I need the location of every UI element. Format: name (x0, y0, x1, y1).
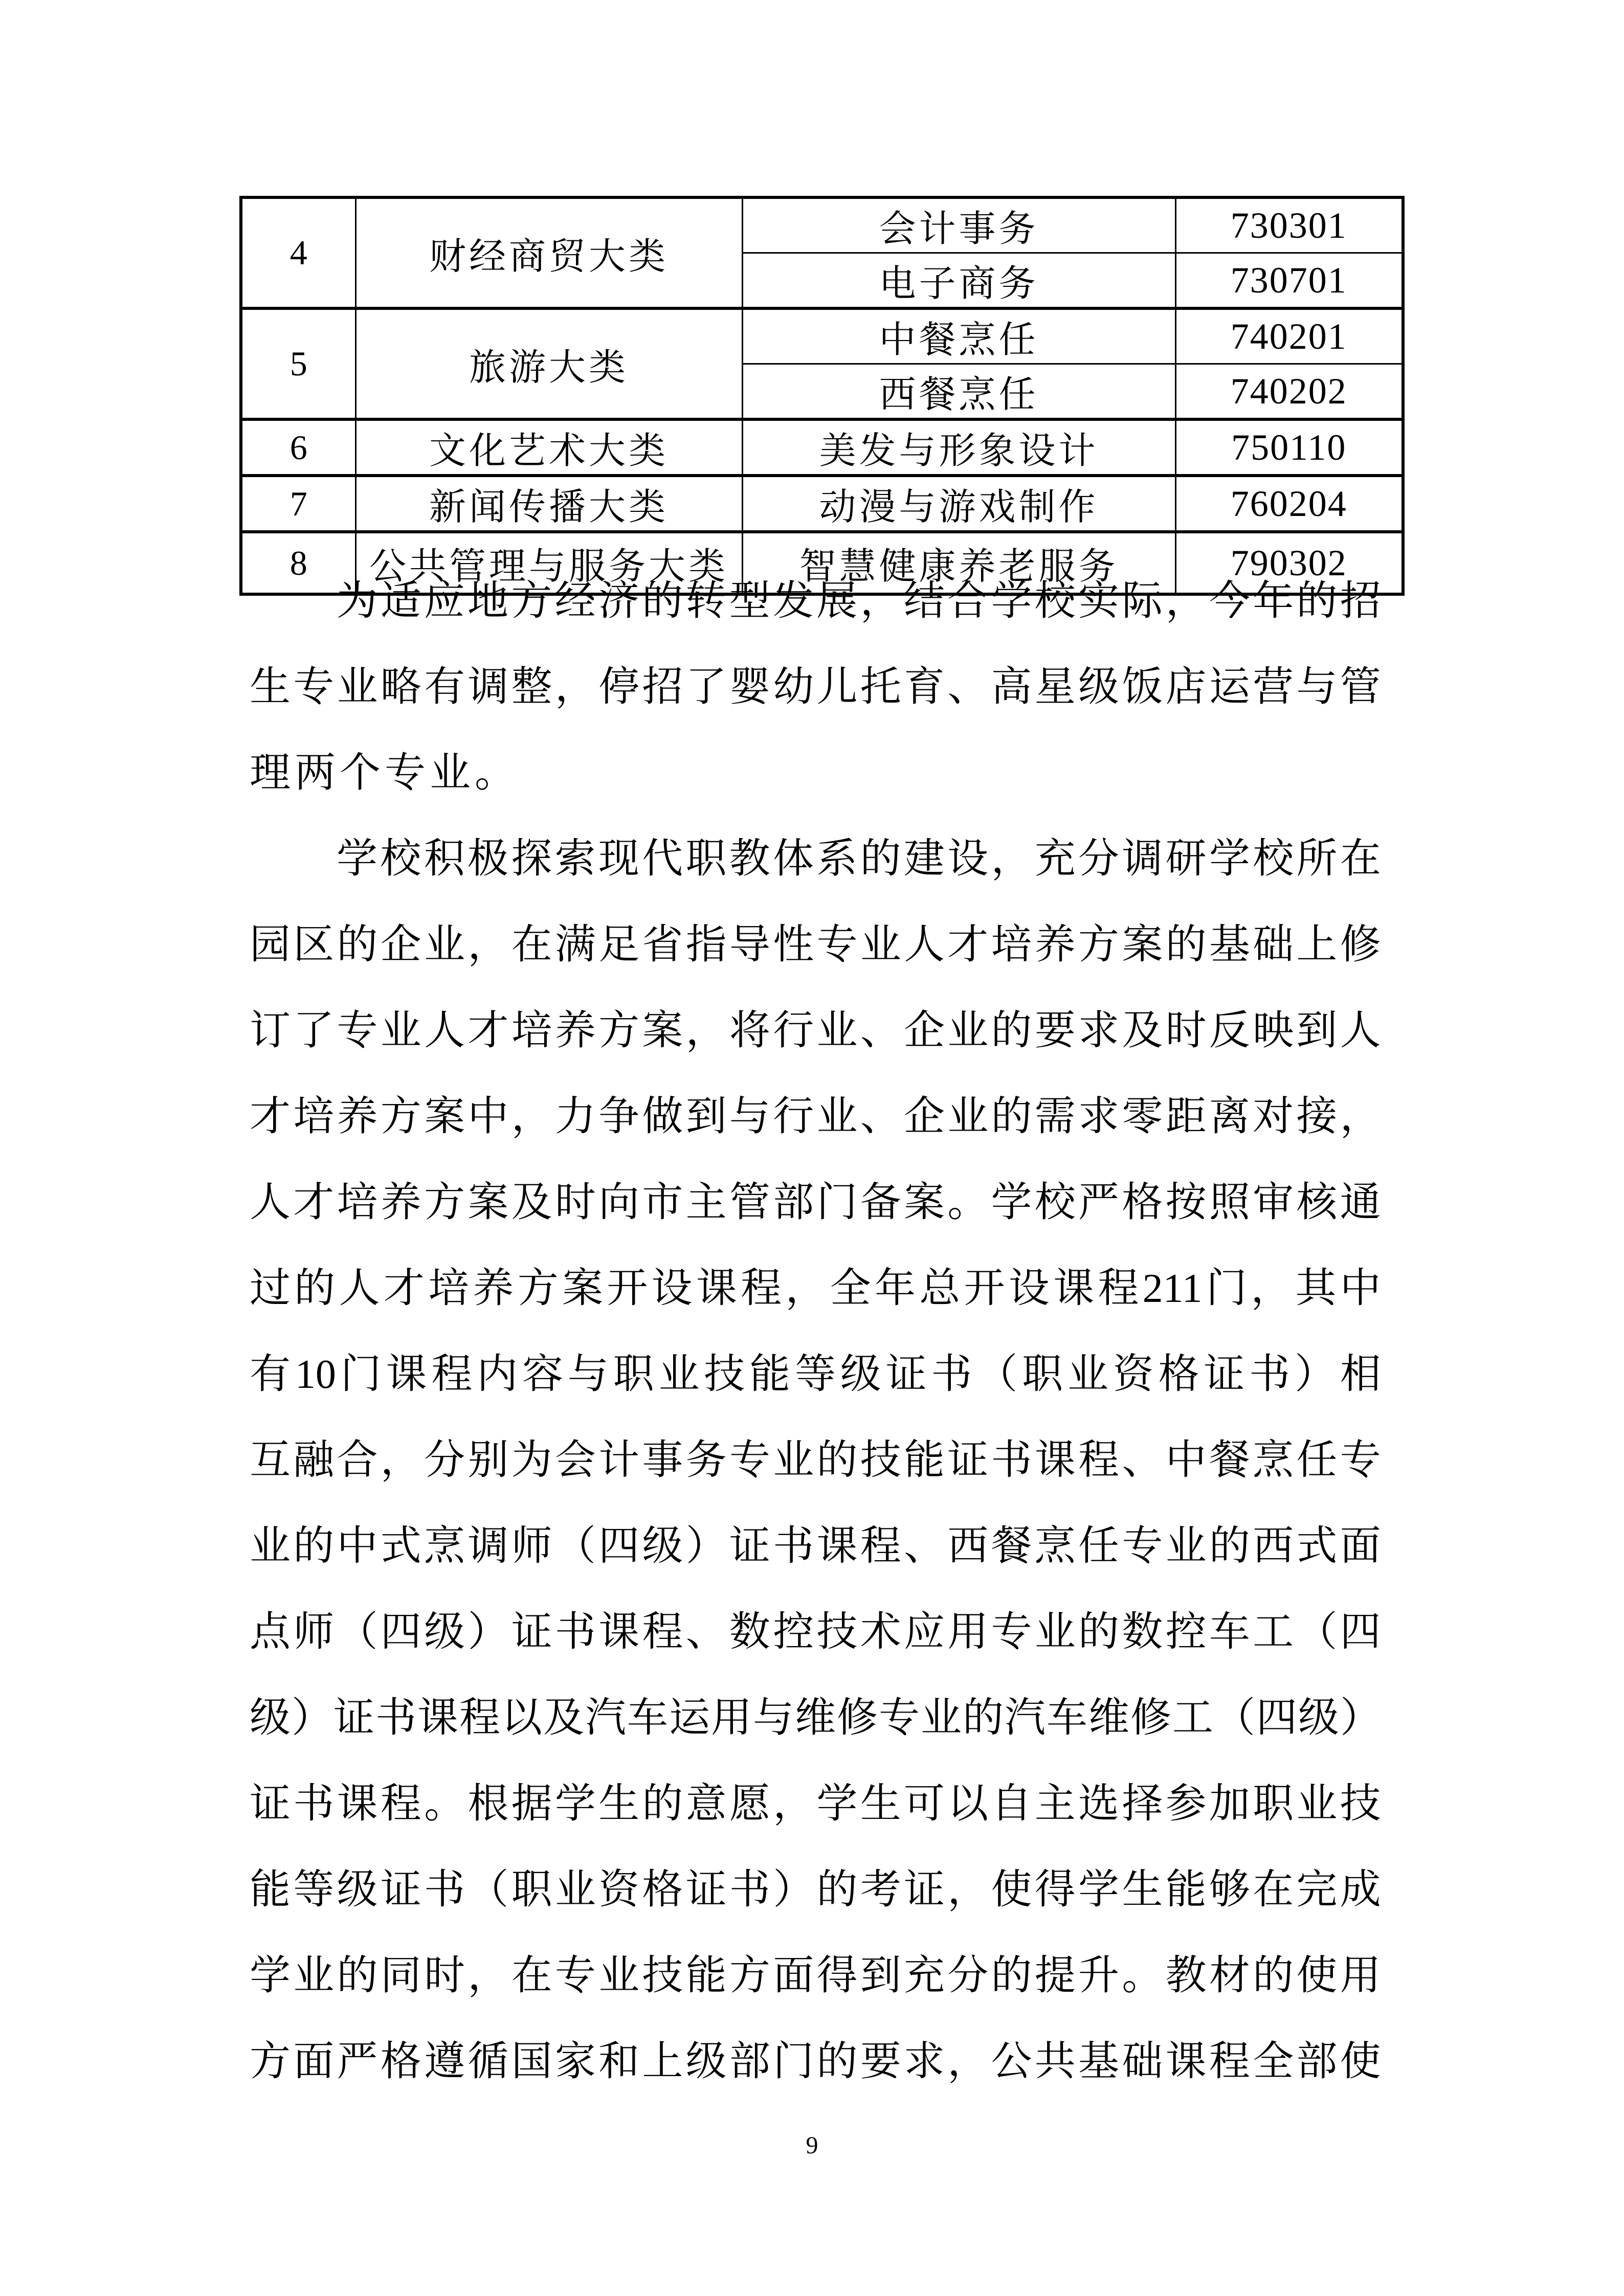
table-row (241, 476, 1403, 532)
text-line: 生 专 业 略 有 调 整 ， 停 招 了 婴 幼 儿 托 育 、 高 星 级 饭 店 运 营 与 管 (250, 665, 1381, 710)
major-name-cell: 中餐烹任 (742, 308, 1175, 364)
text-line: 学 校 积 极 探 索 现 代 职 教 体 系 的 建 设 ， 充 分 调 研 学 校 所 在 (337, 837, 1381, 882)
major-code-cell: 730701 (1175, 253, 1403, 309)
category-cell: 公共管理与服务大类 (355, 532, 742, 594)
row-number-cell: 6 (241, 419, 355, 476)
text-line: 过 的 人 才 培 养 方 案 开 设 课 程 ， 全 年 总 开 设 课 程 211 门 ， 其 中 (250, 1266, 1381, 1311)
text-line: 点 师 （ 四 级 ） 证 书 课 程 、 数 控 技 术 应 用 专 业 的 数 控 车 工 （ 四 (250, 1610, 1381, 1655)
text-line: 才 培 养 方 案 中 ， 力 争 做 到 与 行 业 、 企 业 的 需 求 零 距 离 对 接 ， (250, 1094, 1381, 1139)
category-cell: 新闻传播大类 (355, 476, 742, 532)
table-row (241, 419, 1403, 476)
major-code-cell: 740202 (1175, 364, 1403, 420)
text-line: 学 业 的 同 时 ， 在 专 业 技 能 方 面 得 到 充 分 的 提 升 。 教 材 的 使 用 (250, 1953, 1381, 1998)
specialty-table (239, 196, 1405, 596)
major-code-cell: 740201 (1175, 308, 1403, 364)
major-name-cell: 智慧健康养老服务 (742, 532, 1175, 594)
major-code-cell: 730301 (1175, 197, 1403, 253)
major-name-cell: 会计事务 (742, 197, 1175, 253)
row-number-cell: 8 (241, 532, 355, 594)
page-number: 9 (806, 2132, 818, 2159)
row-number-cell: 4 (241, 197, 355, 308)
text-line: 能 等 级 证 书 （ 职 业 资 格 证 书 ） 的 考 证 ， 使 得 学 生 能 够 在 完 成 (250, 1867, 1381, 1912)
category-cell: 旅游大类 (355, 308, 742, 419)
text-line: 有 10 门 课 程 内 容 与 职 业 技 能 等 级 证 书 （ 职 业 资 格 证 书 ） 相 (250, 1352, 1381, 1397)
text-line: 为 适 应 地 方 经 济 的 转 型 发 展 ， 结 合 学 校 实 际 ， 今 年 的 招 (337, 579, 1381, 624)
table-row (241, 308, 1403, 364)
major-code-cell: 750110 (1175, 419, 1403, 476)
major-name-cell: 西餐烹任 (742, 364, 1175, 420)
text-line: 方 面 严 格 遵 循 国 家 和 上 级 部 门 的 要 求 ， 公 共 基 础 课 程 全 部 使 (250, 2039, 1381, 2084)
table-row (241, 197, 1403, 253)
major-name-cell: 美发与形象设计 (742, 419, 1175, 476)
text-line: 业 的 中 式 烹 调 师 （ 四 级 ） 证 书 课 程 、 西 餐 烹 任 专 业 的 西 式 面 (250, 1524, 1381, 1569)
major-code-cell: 790302 (1175, 532, 1403, 594)
major-name-cell: 动漫与游戏制作 (742, 476, 1175, 532)
text-line: 证 书 课 程 。 根 据 学 生 的 意 愿 ， 学 生 可 以 自 主 选 择 参 加 职 业 技 (250, 1782, 1381, 1827)
body-text (250, 558, 1381, 2105)
text-line: 理 两 个 专 业 。 (250, 751, 516, 796)
text-line: 人 才 培 养 方 案 及 时 向 市 主 管 部 门 备 案 。 学 校 严 格 按 照 审 核 通 (250, 1180, 1381, 1225)
text-line: 园 区 的 企 业 ， 在 满 足 省 指 导 性 专 业 人 才 培 养 方 案 的 基 础 上 修 (250, 922, 1381, 967)
text-line: 订 了 专 业 人 才 培 养 方 案 ， 将 行 业 、 企 业 的 要 求 及 时 反 映 到 人 (250, 1008, 1381, 1053)
row-number-cell: 7 (241, 476, 355, 532)
text-line: 级 ） 证 书 课 程 以 及 汽 车 运 用 与 维 修 专 业 的 汽 车 维 修 工 （ 四 级 ） (250, 1696, 1381, 1741)
category-cell: 文化艺术大类 (355, 419, 742, 476)
row-number-cell: 5 (241, 308, 355, 419)
major-name-cell: 电子商务 (742, 253, 1175, 309)
text-line: 互 融 合 ， 分 别 为 会 计 事 务 专 业 的 技 能 证 书 课 程 、 中 餐 烹 任 专 (250, 1438, 1381, 1483)
category-cell: 财经商贸大类 (355, 197, 742, 308)
major-code-cell: 760204 (1175, 476, 1403, 532)
